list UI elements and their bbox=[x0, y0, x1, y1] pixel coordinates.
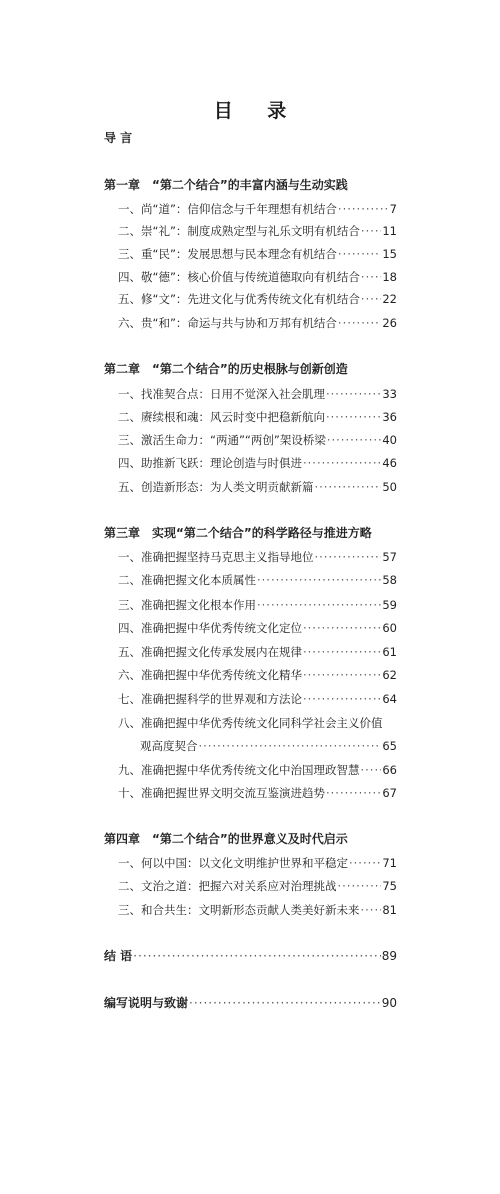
toc-entry[interactable]: 二、文治之道：把握六对关系应对治理挑战 ····· 75 bbox=[118, 879, 397, 893]
toc-entry[interactable]: 五、修“文”：先进文化与优秀传统文化有机结合 ····· 22 bbox=[118, 292, 397, 306]
toc-notes[interactable]: 编写说明与致谢 ····· 90 bbox=[104, 996, 397, 1010]
toc-entry[interactable]: 二、崇“礼”：制度成熟定型与礼乐文明有机结合 ····· 11 bbox=[118, 224, 397, 238]
toc-entry[interactable]: 一、找准契合点：日用不觉深入社会肌理 ····· 33 bbox=[118, 387, 397, 401]
toc-entry[interactable]: 七、准确把握科学的世界观和方法论 ····· 64 bbox=[118, 692, 397, 706]
toc-entry[interactable]: 六、准确把握中华优秀传统文化精华 ····· 62 bbox=[118, 668, 397, 682]
toc-entry[interactable]: 四、敬“德”：核心价值与传统道德取向有机结合 ····· 18 bbox=[118, 270, 397, 284]
chapter-heading[interactable]: 第四章 “第二个结合”的世界意义及时代启示 bbox=[104, 832, 348, 846]
toc-entry[interactable]: 三、和合共生：文明新形态贡献人类美好新未来 ····· 81 bbox=[118, 903, 397, 917]
toc-entry[interactable]: 二、赓续根和魂：风云时变中把稳新航向 ····· 36 bbox=[118, 410, 397, 424]
toc-entry[interactable]: 一、尚“道”：信仰信念与千年理想有机结合 ····· 7 bbox=[118, 202, 397, 216]
toc-entry[interactable]: 五、创造新形态：为人类文明贡献新篇 ····· 50 bbox=[118, 480, 397, 494]
toc-entry[interactable]: 十、准确把握世界文明交流互鉴演进趋势 ····· 67 bbox=[118, 786, 397, 800]
toc-entry-continuation[interactable]: 观高度契合 ····· 65 bbox=[140, 739, 397, 753]
toc-intro-label: 导 言 bbox=[104, 131, 133, 145]
toc-intro[interactable] bbox=[104, 131, 397, 145]
toc-entry[interactable]: 三、准确把握文化根本作用 ····· 59 bbox=[118, 598, 397, 612]
chapter-heading[interactable]: 第三章 实现“第二个结合”的科学路径与推进方略 bbox=[104, 526, 372, 540]
toc-entry[interactable]: 八、准确把握中华优秀传统文化同科学社会主义价值 bbox=[118, 716, 383, 730]
chapter-heading[interactable]: 第一章 “第二个结合”的丰富内涵与生动实践 bbox=[104, 178, 348, 192]
toc-entry[interactable]: 六、贵“和”：命运与共与协和万邦有机结合 ····· 26 bbox=[118, 316, 397, 330]
toc-entry[interactable]: 四、助推新飞跃：理论创造与时俱进 ····· 46 bbox=[118, 456, 397, 470]
toc-entry[interactable]: 一、何以中国：以文化文明维护世界和平稳定 ····· 71 bbox=[118, 856, 397, 870]
toc-conclusion[interactable]: 结 语 ····· 89 bbox=[104, 949, 397, 963]
toc-entry[interactable]: 二、准确把握文化本质属性 ····· 58 bbox=[118, 573, 397, 587]
toc-entry[interactable]: 九、准确把握中华优秀传统文化中治国理政智慧 ····· 66 bbox=[118, 763, 397, 777]
toc-entry[interactable]: 三、激活生命力：“两通”“两创”架设桥梁 ····· 40 bbox=[118, 433, 397, 447]
toc-entry[interactable]: 三、重“民”：发展思想与民本理念有机结合 ····· 15 bbox=[118, 247, 397, 261]
toc-entry[interactable]: 四、准确把握中华优秀传统文化定位 ····· 60 bbox=[118, 621, 397, 635]
chapter-heading[interactable]: 第二章 “第二个结合”的历史根脉与创新创造 bbox=[104, 362, 348, 376]
toc-entry[interactable]: 五、准确把握文化传承发展内在规律 ····· 61 bbox=[118, 645, 397, 659]
page-title: 目 录 bbox=[213, 100, 301, 122]
toc-entry[interactable]: 一、准确把握坚持马克思主义指导地位 ····· 57 bbox=[118, 550, 397, 564]
